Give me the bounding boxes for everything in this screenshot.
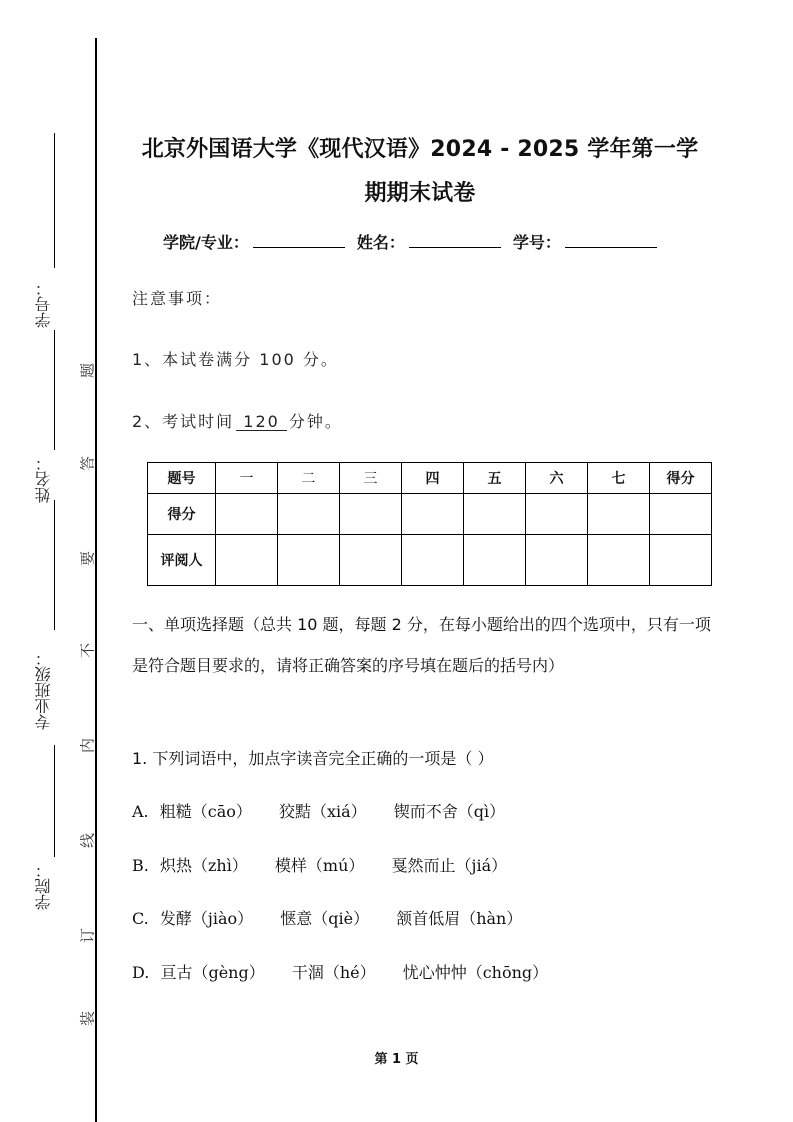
title-line-1: 北京外国语大学《现代汉语》2024 - 2025 学年第一学 <box>141 137 699 162</box>
reviewer-cell[interactable] <box>216 535 278 586</box>
margin-line <box>54 330 55 450</box>
name-field[interactable] <box>409 233 501 248</box>
option-pinyin: （chōng） <box>466 963 549 982</box>
reviewer-cell[interactable] <box>526 535 588 586</box>
score-cell[interactable] <box>402 494 464 535</box>
option-pinyin: （qì） <box>457 802 506 821</box>
option-word: 亘古 <box>160 963 193 982</box>
question-1-option-c[interactable] <box>132 906 544 929</box>
binding-line <box>95 38 97 1122</box>
header-cell: 七 <box>588 463 650 494</box>
student-id-label: 学号： <box>512 233 561 252</box>
margin-line <box>54 745 55 857</box>
margin-line <box>54 133 55 268</box>
exam-title <box>110 128 730 216</box>
header-cell: 题号 <box>148 463 216 494</box>
option-pinyin: （hé） <box>323 963 376 982</box>
reviewer-cell[interactable] <box>464 535 526 586</box>
option-letter: B. <box>132 856 149 875</box>
margin-name-label: 姓名： <box>34 455 53 503</box>
header-cell: 得分 <box>650 463 712 494</box>
reviewer-cell[interactable] <box>278 535 340 586</box>
reviewer-cell[interactable] <box>402 535 464 586</box>
college-major-field[interactable] <box>253 233 345 248</box>
margin-class-label: 专业班级： <box>34 650 53 730</box>
note-item-1: 1、本试卷满分 100 分。 <box>132 350 339 369</box>
option-word: 干涸 <box>291 963 324 982</box>
score-cell[interactable] <box>278 494 340 535</box>
note-item-2 <box>132 409 343 432</box>
option-pinyin: （jiào） <box>191 909 254 928</box>
note-item-2-suffix: 分钟。 <box>288 412 343 431</box>
seal-char: 答 <box>78 456 97 472</box>
option-letter: A. <box>132 802 149 821</box>
row-label: 评阅人 <box>148 535 216 586</box>
reviewer-cell[interactable] <box>650 535 712 586</box>
exam-duration-value: 120 <box>236 412 287 431</box>
seal-char: 线 <box>78 833 97 849</box>
option-word: 戛然而止 <box>391 856 456 875</box>
score-table-header-row <box>148 463 712 494</box>
score-table-row <box>148 494 712 535</box>
option-word: 狡黠 <box>278 802 311 821</box>
header-cell: 五 <box>464 463 526 494</box>
seal-char: 要 <box>78 551 97 567</box>
option-word: 锲而不舍 <box>393 802 458 821</box>
note-item-2-prefix: 2、考试时间 <box>132 412 235 431</box>
option-word: 粗糙 <box>159 802 192 821</box>
question-1-stem: 1. 下列词语中，加点字读音完全正确的一项是（ ） <box>132 749 494 768</box>
reviewer-cell[interactable] <box>588 535 650 586</box>
page-number: 第 1 页 <box>374 1052 419 1067</box>
reviewer-cell[interactable] <box>340 535 402 586</box>
option-letter: C. <box>132 909 149 928</box>
score-table <box>147 462 712 586</box>
score-cell[interactable] <box>216 494 278 535</box>
option-pinyin: （hàn） <box>460 909 523 928</box>
name-label: 姓名： <box>356 233 405 252</box>
title-line-2: 期期末试卷 <box>364 181 476 206</box>
margin-college-label: 学院： <box>34 862 53 910</box>
question-1-option-d[interactable] <box>132 960 570 983</box>
option-word: 发酵 <box>159 909 192 928</box>
margin-line <box>54 500 55 630</box>
option-word: 忧心忡忡 <box>402 963 467 982</box>
score-table-row <box>148 535 712 586</box>
notes-heading: 注意事项： <box>132 289 223 308</box>
option-word: 炽热 <box>159 856 192 875</box>
option-letter: D. <box>132 963 150 982</box>
header-cell: 四 <box>402 463 464 494</box>
option-pinyin: （jiá） <box>455 856 508 875</box>
score-cell[interactable] <box>650 494 712 535</box>
header-cell: 六 <box>526 463 588 494</box>
seal-char: 不 <box>78 643 97 659</box>
question-1-option-b[interactable] <box>132 853 529 876</box>
option-pinyin: （cāo） <box>191 802 252 821</box>
option-word: 惬意 <box>280 909 313 928</box>
section-1-heading: 一、单项选择题（总共 10 题，每题 2 分，在每小题给出的四个选项中，只有一项是符合题目要求的，请将正确答案的序号填在题后的括号内） <box>132 615 711 675</box>
student-info-row <box>163 230 669 253</box>
score-cell[interactable] <box>340 494 402 535</box>
seal-char: 装 <box>78 1011 97 1027</box>
option-pinyin: （gèng） <box>192 963 265 982</box>
option-pinyin: （mú） <box>306 856 365 875</box>
score-cell[interactable] <box>588 494 650 535</box>
option-word: 颔首低眉 <box>396 909 461 928</box>
college-major-label: 学院/专业： <box>163 233 249 252</box>
seal-char: 订 <box>78 928 97 944</box>
row-label: 得分 <box>148 494 216 535</box>
option-pinyin: （qiè） <box>312 909 370 928</box>
header-cell: 二 <box>278 463 340 494</box>
option-pinyin: （zhì） <box>191 856 248 875</box>
option-pinyin: （xiá） <box>311 802 367 821</box>
option-word: 模样 <box>274 856 307 875</box>
student-id-field[interactable] <box>565 233 657 248</box>
header-cell: 三 <box>340 463 402 494</box>
seal-char: 题 <box>78 363 97 379</box>
header-cell: 一 <box>216 463 278 494</box>
question-1-option-a[interactable] <box>132 799 527 822</box>
seal-char: 内 <box>78 738 97 754</box>
score-cell[interactable] <box>526 494 588 535</box>
score-cell[interactable] <box>464 494 526 535</box>
margin-student-id-label: 学号： <box>34 280 53 328</box>
